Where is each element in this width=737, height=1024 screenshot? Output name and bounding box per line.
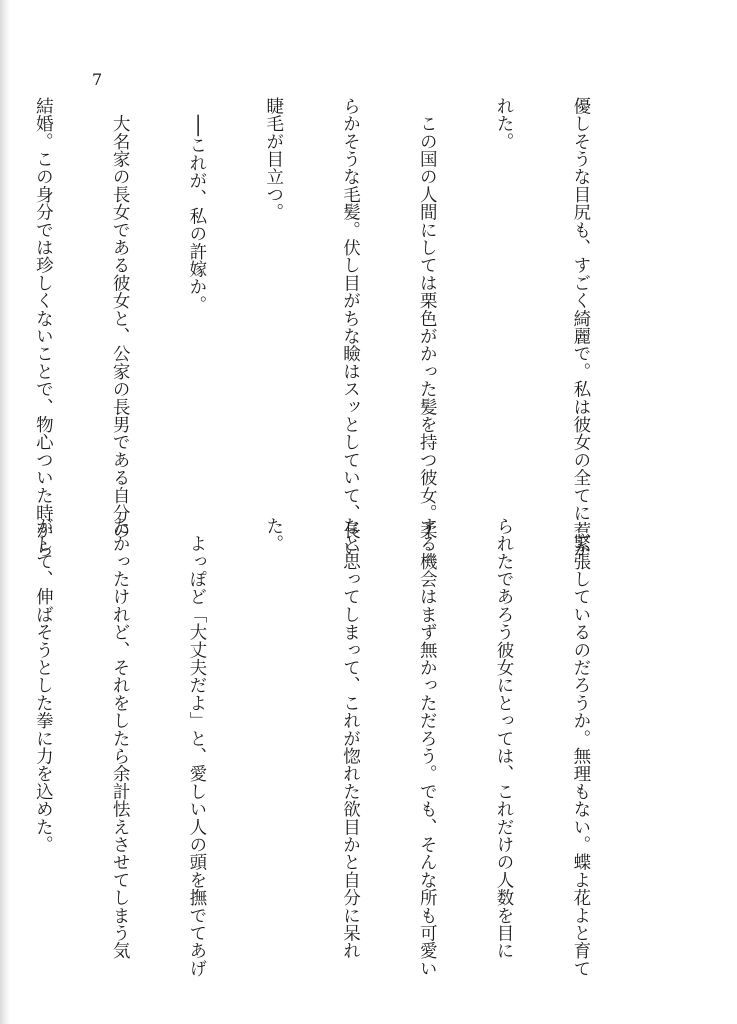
text-block-top [0, 97, 644, 558]
text-block-bottom [0, 517, 644, 978]
text-line: 緊張しているのだろうか。無理もない。蝶よ花よと育て [570, 517, 591, 978]
page-number: 7 [92, 70, 103, 89]
text-line: 大名家の長女である彼女と、公家の長男である自分の [110, 97, 131, 540]
text-line: する機会はまず無かっただろう。でも、そんな所も可愛い [417, 517, 438, 978]
text-line: 優しそうな目尻も、すごく綺麗で。私は彼女の全てに惹か [570, 97, 591, 558]
text-line: よっぽど「大丈夫だよ」と、愛しい人の頭を撫でてあげ [186, 517, 207, 978]
text-line: られたであろう彼女にとっては、これだけの人数を目に [494, 517, 515, 960]
text-line: れた。 [494, 97, 515, 151]
text-line: た。 [263, 517, 284, 553]
text-line: なと思ってしまって、これが惚れた欲目かと自分に呆れ [340, 517, 361, 960]
text-line: たかったけれど、それをしたら余計怯えさせてしまう気 [110, 517, 131, 960]
text-line: ──これが、私の許嫁か。 [186, 97, 207, 314]
text-line: 睫毛が目立つ。 [263, 97, 284, 221]
text-line: 結婚。この身分では珍しくないことで、物心ついた時から [33, 97, 54, 558]
text-line: がして、伸ばそうとした拳に力を込めた。 [33, 517, 54, 854]
text-line: らかそうな毛髪。伏し目がちな瞼はスッとしていて、長い [340, 97, 361, 558]
text-line: この国の人間にしては栗色がかった髪を持つ彼女。柔 [417, 97, 438, 540]
